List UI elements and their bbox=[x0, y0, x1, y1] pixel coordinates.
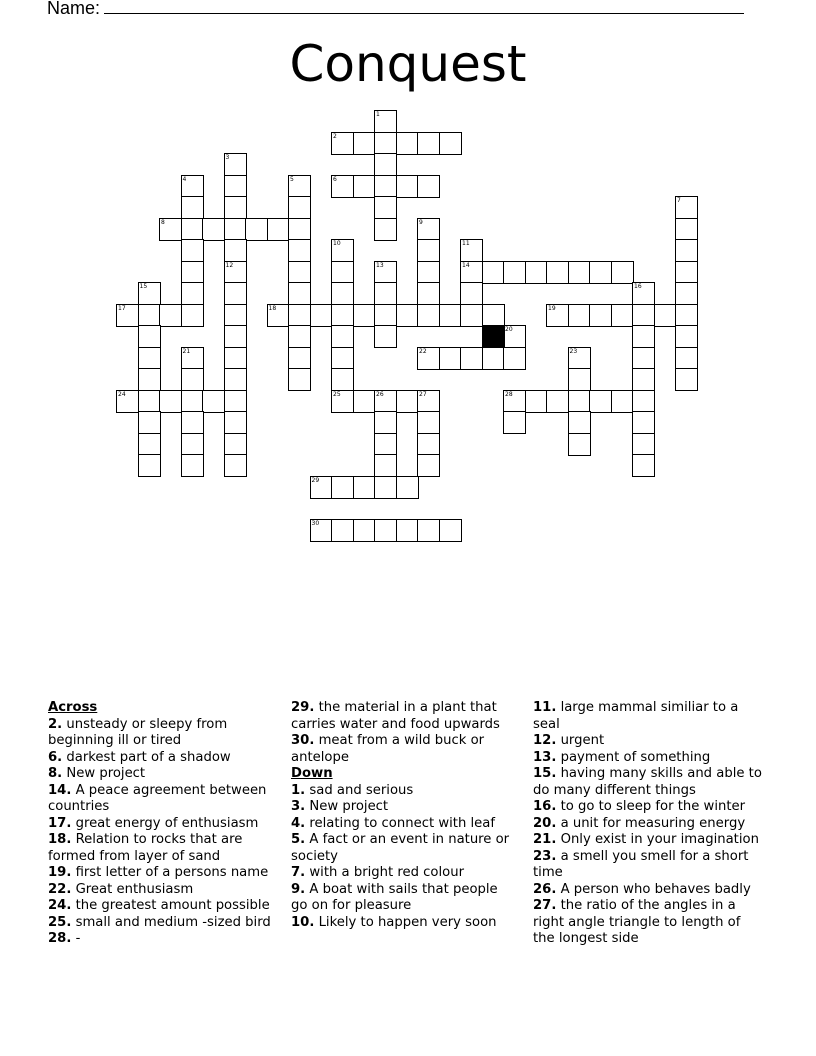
clue-number: 10. bbox=[291, 914, 315, 930]
clue-number-10: 10 bbox=[333, 240, 341, 247]
down-clue bbox=[533, 733, 763, 750]
clue-number-24: 24 bbox=[118, 390, 126, 398]
grid-cell[interactable] bbox=[288, 347, 311, 370]
grid-cell[interactable] bbox=[224, 390, 247, 413]
grid-cell[interactable] bbox=[374, 519, 397, 542]
grid-cell[interactable] bbox=[288, 368, 311, 391]
grid-cell[interactable] bbox=[181, 368, 204, 391]
grid-cell[interactable] bbox=[632, 411, 655, 434]
grid-cell[interactable] bbox=[482, 347, 505, 370]
grid-cell[interactable] bbox=[632, 325, 655, 348]
down-clue-list-continued bbox=[533, 700, 763, 948]
clue-number: 1. bbox=[291, 782, 306, 798]
grid-cell[interactable] bbox=[224, 218, 247, 241]
grid-cell[interactable] bbox=[417, 261, 440, 284]
grid-cell[interactable] bbox=[632, 454, 655, 477]
clue-number: 27. bbox=[533, 898, 557, 913]
grid-cell[interactable] bbox=[675, 218, 698, 241]
clue-number-20: 20 bbox=[505, 326, 513, 333]
down-clue bbox=[533, 882, 763, 899]
across-clue-list-continued bbox=[291, 700, 516, 766]
grid-cell[interactable] bbox=[417, 282, 440, 305]
grid-cell[interactable] bbox=[224, 282, 247, 305]
clue-text: a smell you smell for a short time bbox=[533, 848, 749, 880]
down-clue bbox=[291, 783, 516, 800]
clue-number: 16. bbox=[533, 799, 557, 814]
clue-number: 24. bbox=[48, 898, 72, 913]
grid-cell[interactable] bbox=[374, 325, 397, 348]
clue-number-21: 21 bbox=[182, 347, 191, 355]
grid-cell[interactable] bbox=[546, 261, 569, 284]
clue-number: 4. bbox=[291, 815, 306, 831]
grid-cell[interactable] bbox=[374, 476, 397, 499]
grid-cell[interactable] bbox=[374, 282, 397, 305]
clue-number-7: 7 bbox=[677, 197, 681, 204]
grid-cell[interactable] bbox=[460, 304, 483, 327]
across-clue bbox=[48, 882, 280, 899]
grid-cell[interactable] bbox=[224, 239, 247, 262]
grid-cell[interactable] bbox=[224, 175, 247, 198]
grid-cell[interactable] bbox=[202, 390, 225, 413]
grid-cell[interactable] bbox=[374, 218, 397, 241]
clue-number: 18. bbox=[48, 832, 72, 847]
grid-block bbox=[482, 325, 505, 348]
clue-number-2: 2 bbox=[333, 132, 337, 140]
grid-cell[interactable] bbox=[288, 282, 311, 305]
grid-cell[interactable] bbox=[417, 175, 440, 198]
grid-cell[interactable] bbox=[675, 368, 698, 391]
clue-text: great energy of enthusiasm bbox=[71, 815, 259, 831]
grid-cell[interactable] bbox=[181, 261, 204, 284]
grid-cell[interactable] bbox=[288, 218, 311, 241]
clue-number: 6. bbox=[48, 749, 63, 765]
grid-cell[interactable] bbox=[181, 239, 204, 262]
grid-cell[interactable] bbox=[611, 261, 634, 284]
grid-cell[interactable] bbox=[675, 282, 698, 305]
across-clue-list bbox=[48, 717, 280, 948]
clue-text: A boat with sails that people go on for pleasure bbox=[291, 881, 498, 913]
clue-text: Likely to happen very soon bbox=[314, 914, 497, 930]
grid-cell[interactable] bbox=[417, 411, 440, 434]
grid-cell[interactable] bbox=[417, 304, 440, 327]
grid-cell[interactable] bbox=[374, 304, 397, 327]
clue-text: A peace agreement between countries bbox=[48, 782, 267, 814]
clue-number: 15. bbox=[533, 766, 557, 781]
grid-cell[interactable] bbox=[181, 390, 204, 413]
grid-cell[interactable] bbox=[632, 433, 655, 456]
clue-text: to go to sleep for the winter bbox=[556, 799, 746, 814]
grid-cell[interactable] bbox=[374, 132, 397, 155]
clue-number-5: 5 bbox=[290, 175, 294, 183]
clue-number: 9. bbox=[291, 881, 306, 897]
grid-cell[interactable] bbox=[374, 196, 397, 219]
grid-cell[interactable] bbox=[331, 261, 354, 284]
clue-text: a unit for measuring energy bbox=[556, 815, 746, 831]
grid-cell[interactable] bbox=[589, 390, 612, 413]
across-clue bbox=[48, 766, 280, 783]
clue-text: unsteady or sleepy from beginning ill or tired bbox=[48, 716, 228, 748]
clue-text: having many skills and able to do many different things bbox=[533, 766, 762, 798]
across-clue bbox=[48, 865, 280, 882]
clue-number-14: 14 bbox=[462, 261, 470, 269]
clue-number-13: 13 bbox=[376, 261, 384, 269]
clue-text: payment of something bbox=[556, 749, 711, 765]
down-heading: Down bbox=[291, 766, 333, 781]
grid-cell[interactable] bbox=[396, 519, 419, 542]
clue-number-23: 23 bbox=[569, 347, 578, 355]
clue-text: darkest part of a shadow bbox=[62, 749, 231, 765]
clue-number: 29. bbox=[291, 700, 315, 715]
clue-text: the material in a plant that carries water and food upwards bbox=[291, 700, 500, 732]
clue-text: Only exist in your imagination bbox=[556, 832, 759, 847]
across-clue bbox=[48, 816, 280, 833]
grid-cell[interactable] bbox=[632, 347, 655, 370]
clue-text: A fact or an event in nature or society bbox=[291, 832, 510, 864]
clue-number-12: 12 bbox=[225, 261, 234, 269]
grid-cell[interactable] bbox=[331, 368, 354, 391]
grid-cell[interactable] bbox=[159, 390, 182, 413]
clue-number-16: 16 bbox=[634, 283, 642, 290]
grid-cell[interactable] bbox=[224, 196, 247, 219]
grid-cell[interactable] bbox=[181, 304, 204, 327]
clue-text: sad and serious bbox=[305, 782, 414, 798]
grid-cell[interactable] bbox=[181, 454, 204, 477]
grid-cell[interactable] bbox=[331, 304, 354, 327]
grid-cell[interactable] bbox=[589, 261, 612, 284]
clue-number-11: 11 bbox=[462, 240, 470, 247]
across-clue bbox=[48, 915, 280, 932]
clue-text: small and medium -sized bird bbox=[71, 914, 271, 930]
across-clue bbox=[291, 700, 516, 733]
clue-number: 25. bbox=[48, 914, 72, 930]
grid-cell[interactable] bbox=[675, 261, 698, 284]
clue-number: 8. bbox=[48, 766, 63, 781]
grid-cell[interactable] bbox=[611, 390, 634, 413]
grid-cell[interactable] bbox=[589, 304, 612, 327]
clue-number-15: 15 bbox=[139, 283, 148, 290]
grid-cell[interactable] bbox=[439, 132, 462, 155]
clue-number-19: 19 bbox=[548, 304, 556, 312]
grid-cell[interactable] bbox=[224, 368, 247, 391]
clue-text: New project bbox=[305, 799, 389, 814]
clue-number: 3. bbox=[291, 799, 306, 814]
grid-cell[interactable] bbox=[353, 519, 376, 542]
grid-cell[interactable] bbox=[353, 390, 376, 413]
down-clue bbox=[291, 882, 516, 915]
down-clue bbox=[533, 799, 763, 816]
clue-number-8: 8 bbox=[161, 218, 165, 226]
down-clue bbox=[533, 832, 763, 849]
across-clue bbox=[48, 832, 280, 865]
down-clue bbox=[533, 766, 763, 799]
down-clue-list bbox=[291, 783, 516, 932]
grid-cell[interactable] bbox=[439, 519, 462, 542]
down-clue bbox=[533, 898, 763, 948]
clue-number-28: 28 bbox=[505, 390, 513, 398]
down-clue bbox=[533, 816, 763, 833]
clues-column-3 bbox=[533, 700, 763, 948]
grid-cell[interactable] bbox=[310, 304, 333, 327]
grid-cell[interactable] bbox=[138, 304, 161, 327]
grid-cell[interactable] bbox=[396, 132, 419, 155]
across-clue bbox=[291, 733, 516, 766]
grid-cell[interactable] bbox=[568, 411, 591, 434]
grid-cell[interactable] bbox=[138, 368, 161, 391]
grid-cell[interactable] bbox=[503, 261, 526, 284]
clue-number-30: 30 bbox=[311, 519, 320, 527]
clue-number: 12. bbox=[533, 733, 557, 748]
clue-number: 23. bbox=[533, 848, 557, 864]
grid-cell[interactable] bbox=[396, 390, 419, 413]
down-clue bbox=[291, 816, 516, 833]
grid-cell[interactable] bbox=[267, 218, 290, 241]
clue-number-4: 4 bbox=[182, 175, 187, 183]
clue-number-29: 29 bbox=[311, 476, 320, 484]
grid-cell[interactable] bbox=[374, 454, 397, 477]
grid-cell[interactable] bbox=[245, 218, 268, 241]
grid-cell[interactable] bbox=[288, 325, 311, 348]
clue-number: 20. bbox=[533, 815, 557, 831]
grid-cell[interactable] bbox=[568, 433, 591, 456]
grid-cell[interactable] bbox=[138, 454, 161, 477]
grid-cell[interactable] bbox=[632, 368, 655, 391]
grid-cell[interactable] bbox=[202, 218, 225, 241]
grid-cell[interactable] bbox=[331, 282, 354, 305]
grid-cell[interactable] bbox=[181, 196, 204, 219]
grid-cell[interactable] bbox=[417, 433, 440, 456]
grid-cell[interactable] bbox=[159, 304, 182, 327]
grid-cell[interactable] bbox=[224, 304, 247, 327]
grid-cell[interactable] bbox=[675, 347, 698, 370]
down-clue bbox=[533, 700, 763, 733]
grid-cell[interactable] bbox=[353, 132, 376, 155]
clue-number: 28. bbox=[48, 931, 72, 946]
clue-number: 7. bbox=[291, 865, 306, 880]
clue-number-22: 22 bbox=[419, 347, 427, 355]
clue-text: - bbox=[71, 931, 81, 946]
across-clue bbox=[48, 750, 280, 767]
grid-cell[interactable] bbox=[525, 261, 548, 284]
grid-cell[interactable] bbox=[417, 132, 440, 155]
grid-cell[interactable] bbox=[288, 239, 311, 262]
grid-cell[interactable] bbox=[632, 304, 655, 327]
clue-text: first letter of a persons name bbox=[71, 865, 269, 880]
grid-cell[interactable] bbox=[331, 519, 354, 542]
grid-cell[interactable] bbox=[611, 304, 634, 327]
down-clue bbox=[533, 750, 763, 767]
grid-cell[interactable] bbox=[138, 325, 161, 348]
clue-number-3: 3 bbox=[225, 154, 230, 161]
grid-cell[interactable] bbox=[224, 411, 247, 434]
grid-cell[interactable] bbox=[138, 390, 161, 413]
clue-number: 19. bbox=[48, 865, 72, 880]
grid-cell[interactable] bbox=[396, 476, 419, 499]
clue-text: the ratio of the angles in a right angle triangle to length of the longest side bbox=[533, 898, 741, 946]
clue-text: large mammal similiar to a seal bbox=[533, 700, 739, 732]
grid-cell[interactable] bbox=[288, 304, 311, 327]
grid-cell[interactable] bbox=[568, 304, 591, 327]
clue-number-25: 25 bbox=[333, 390, 341, 398]
grid-cell[interactable] bbox=[460, 347, 483, 370]
grid-cell[interactable] bbox=[181, 411, 204, 434]
grid-cell[interactable] bbox=[288, 196, 311, 219]
grid-cell[interactable] bbox=[568, 368, 591, 391]
clue-text: the greatest amount possible bbox=[71, 898, 270, 913]
grid-cell[interactable] bbox=[331, 347, 354, 370]
grid-cell[interactable] bbox=[632, 390, 655, 413]
grid-cell[interactable] bbox=[654, 304, 677, 327]
grid-cell[interactable] bbox=[482, 304, 505, 327]
down-clue bbox=[291, 865, 516, 882]
grid-cell[interactable] bbox=[288, 261, 311, 284]
clue-text: urgent bbox=[556, 733, 605, 748]
grid-cell[interactable] bbox=[546, 390, 569, 413]
clue-number: 21. bbox=[533, 832, 557, 847]
clue-number: 13. bbox=[533, 749, 557, 765]
grid-cell[interactable] bbox=[417, 454, 440, 477]
clue-text: New project bbox=[62, 766, 146, 781]
grid-cell[interactable] bbox=[353, 175, 376, 198]
grid-cell[interactable] bbox=[181, 218, 204, 241]
clue-number: 30. bbox=[291, 733, 315, 748]
clue-number-1: 1 bbox=[376, 111, 380, 118]
down-clue bbox=[291, 915, 516, 932]
clue-text: with a bright red colour bbox=[305, 865, 465, 880]
clues-column-1 bbox=[48, 700, 280, 948]
clue-text: A person who behaves badly bbox=[556, 881, 751, 897]
grid-cell[interactable] bbox=[224, 325, 247, 348]
clue-number-17: 17 bbox=[118, 304, 126, 312]
grid-cell[interactable] bbox=[181, 282, 204, 305]
clue-number-6: 6 bbox=[333, 175, 337, 183]
grid-cell[interactable] bbox=[374, 411, 397, 434]
grid-cell[interactable] bbox=[417, 519, 440, 542]
clue-number-27: 27 bbox=[419, 390, 427, 398]
grid-cell[interactable] bbox=[503, 347, 526, 370]
grid-cell[interactable] bbox=[353, 476, 376, 499]
grid-cell[interactable] bbox=[138, 411, 161, 434]
grid-cell[interactable] bbox=[460, 282, 483, 305]
down-clue bbox=[533, 849, 763, 882]
clue-number: 11. bbox=[533, 700, 557, 715]
grid-cell[interactable] bbox=[568, 261, 591, 284]
grid-cell[interactable] bbox=[675, 325, 698, 348]
grid-cell[interactable] bbox=[374, 433, 397, 456]
down-clue bbox=[291, 832, 516, 865]
clue-number: 14. bbox=[48, 782, 72, 798]
grid-cell[interactable] bbox=[331, 325, 354, 348]
clue-text: Great enthusiasm bbox=[71, 881, 194, 897]
grid-cell[interactable] bbox=[503, 411, 526, 434]
clue-number-26: 26 bbox=[376, 390, 384, 398]
clue-number: 26. bbox=[533, 881, 557, 897]
clue-number-18: 18 bbox=[268, 304, 277, 312]
clue-text: relating to connect with leaf bbox=[305, 815, 495, 831]
grid-cell[interactable] bbox=[439, 347, 462, 370]
clue-text: meat from a wild buck or antelope bbox=[291, 733, 485, 765]
grid-cell[interactable] bbox=[138, 347, 161, 370]
name-label: Name: bbox=[47, 0, 101, 18]
clue-text: Relation to rocks that are formed from layer of sand bbox=[48, 832, 243, 864]
across-clue bbox=[48, 783, 280, 816]
clue-number-9: 9 bbox=[419, 218, 423, 226]
across-clue bbox=[48, 931, 280, 948]
clue-number: 17. bbox=[48, 815, 72, 831]
clue-number: 5. bbox=[291, 832, 306, 847]
grid-cell[interactable] bbox=[396, 304, 419, 327]
grid-cell[interactable] bbox=[374, 153, 397, 176]
page-title: Conquest bbox=[289, 35, 527, 93]
grid-cell[interactable] bbox=[224, 347, 247, 370]
grid-cell[interactable] bbox=[374, 175, 397, 198]
grid-cell[interactable] bbox=[224, 433, 247, 456]
clues-column-2 bbox=[291, 700, 516, 931]
grid-cell[interactable] bbox=[439, 304, 462, 327]
clue-number: 22. bbox=[48, 881, 72, 897]
across-clue bbox=[48, 898, 280, 915]
across-clue bbox=[48, 717, 280, 750]
grid-cell[interactable] bbox=[568, 390, 591, 413]
grid-cell[interactable] bbox=[224, 454, 247, 477]
grid-cell[interactable] bbox=[482, 261, 505, 284]
grid-cell[interactable] bbox=[525, 390, 548, 413]
grid-cell[interactable] bbox=[138, 433, 161, 456]
clue-number: 2. bbox=[48, 716, 63, 732]
grid-cell[interactable] bbox=[353, 304, 376, 327]
grid-cell[interactable] bbox=[417, 239, 440, 262]
grid-cell[interactable] bbox=[331, 476, 354, 499]
grid-cell[interactable] bbox=[675, 239, 698, 262]
grid-cell[interactable] bbox=[675, 304, 698, 327]
grid-cell[interactable] bbox=[181, 433, 204, 456]
down-clue bbox=[291, 799, 516, 816]
across-heading: Across bbox=[48, 700, 98, 715]
grid-cell[interactable] bbox=[396, 175, 419, 198]
